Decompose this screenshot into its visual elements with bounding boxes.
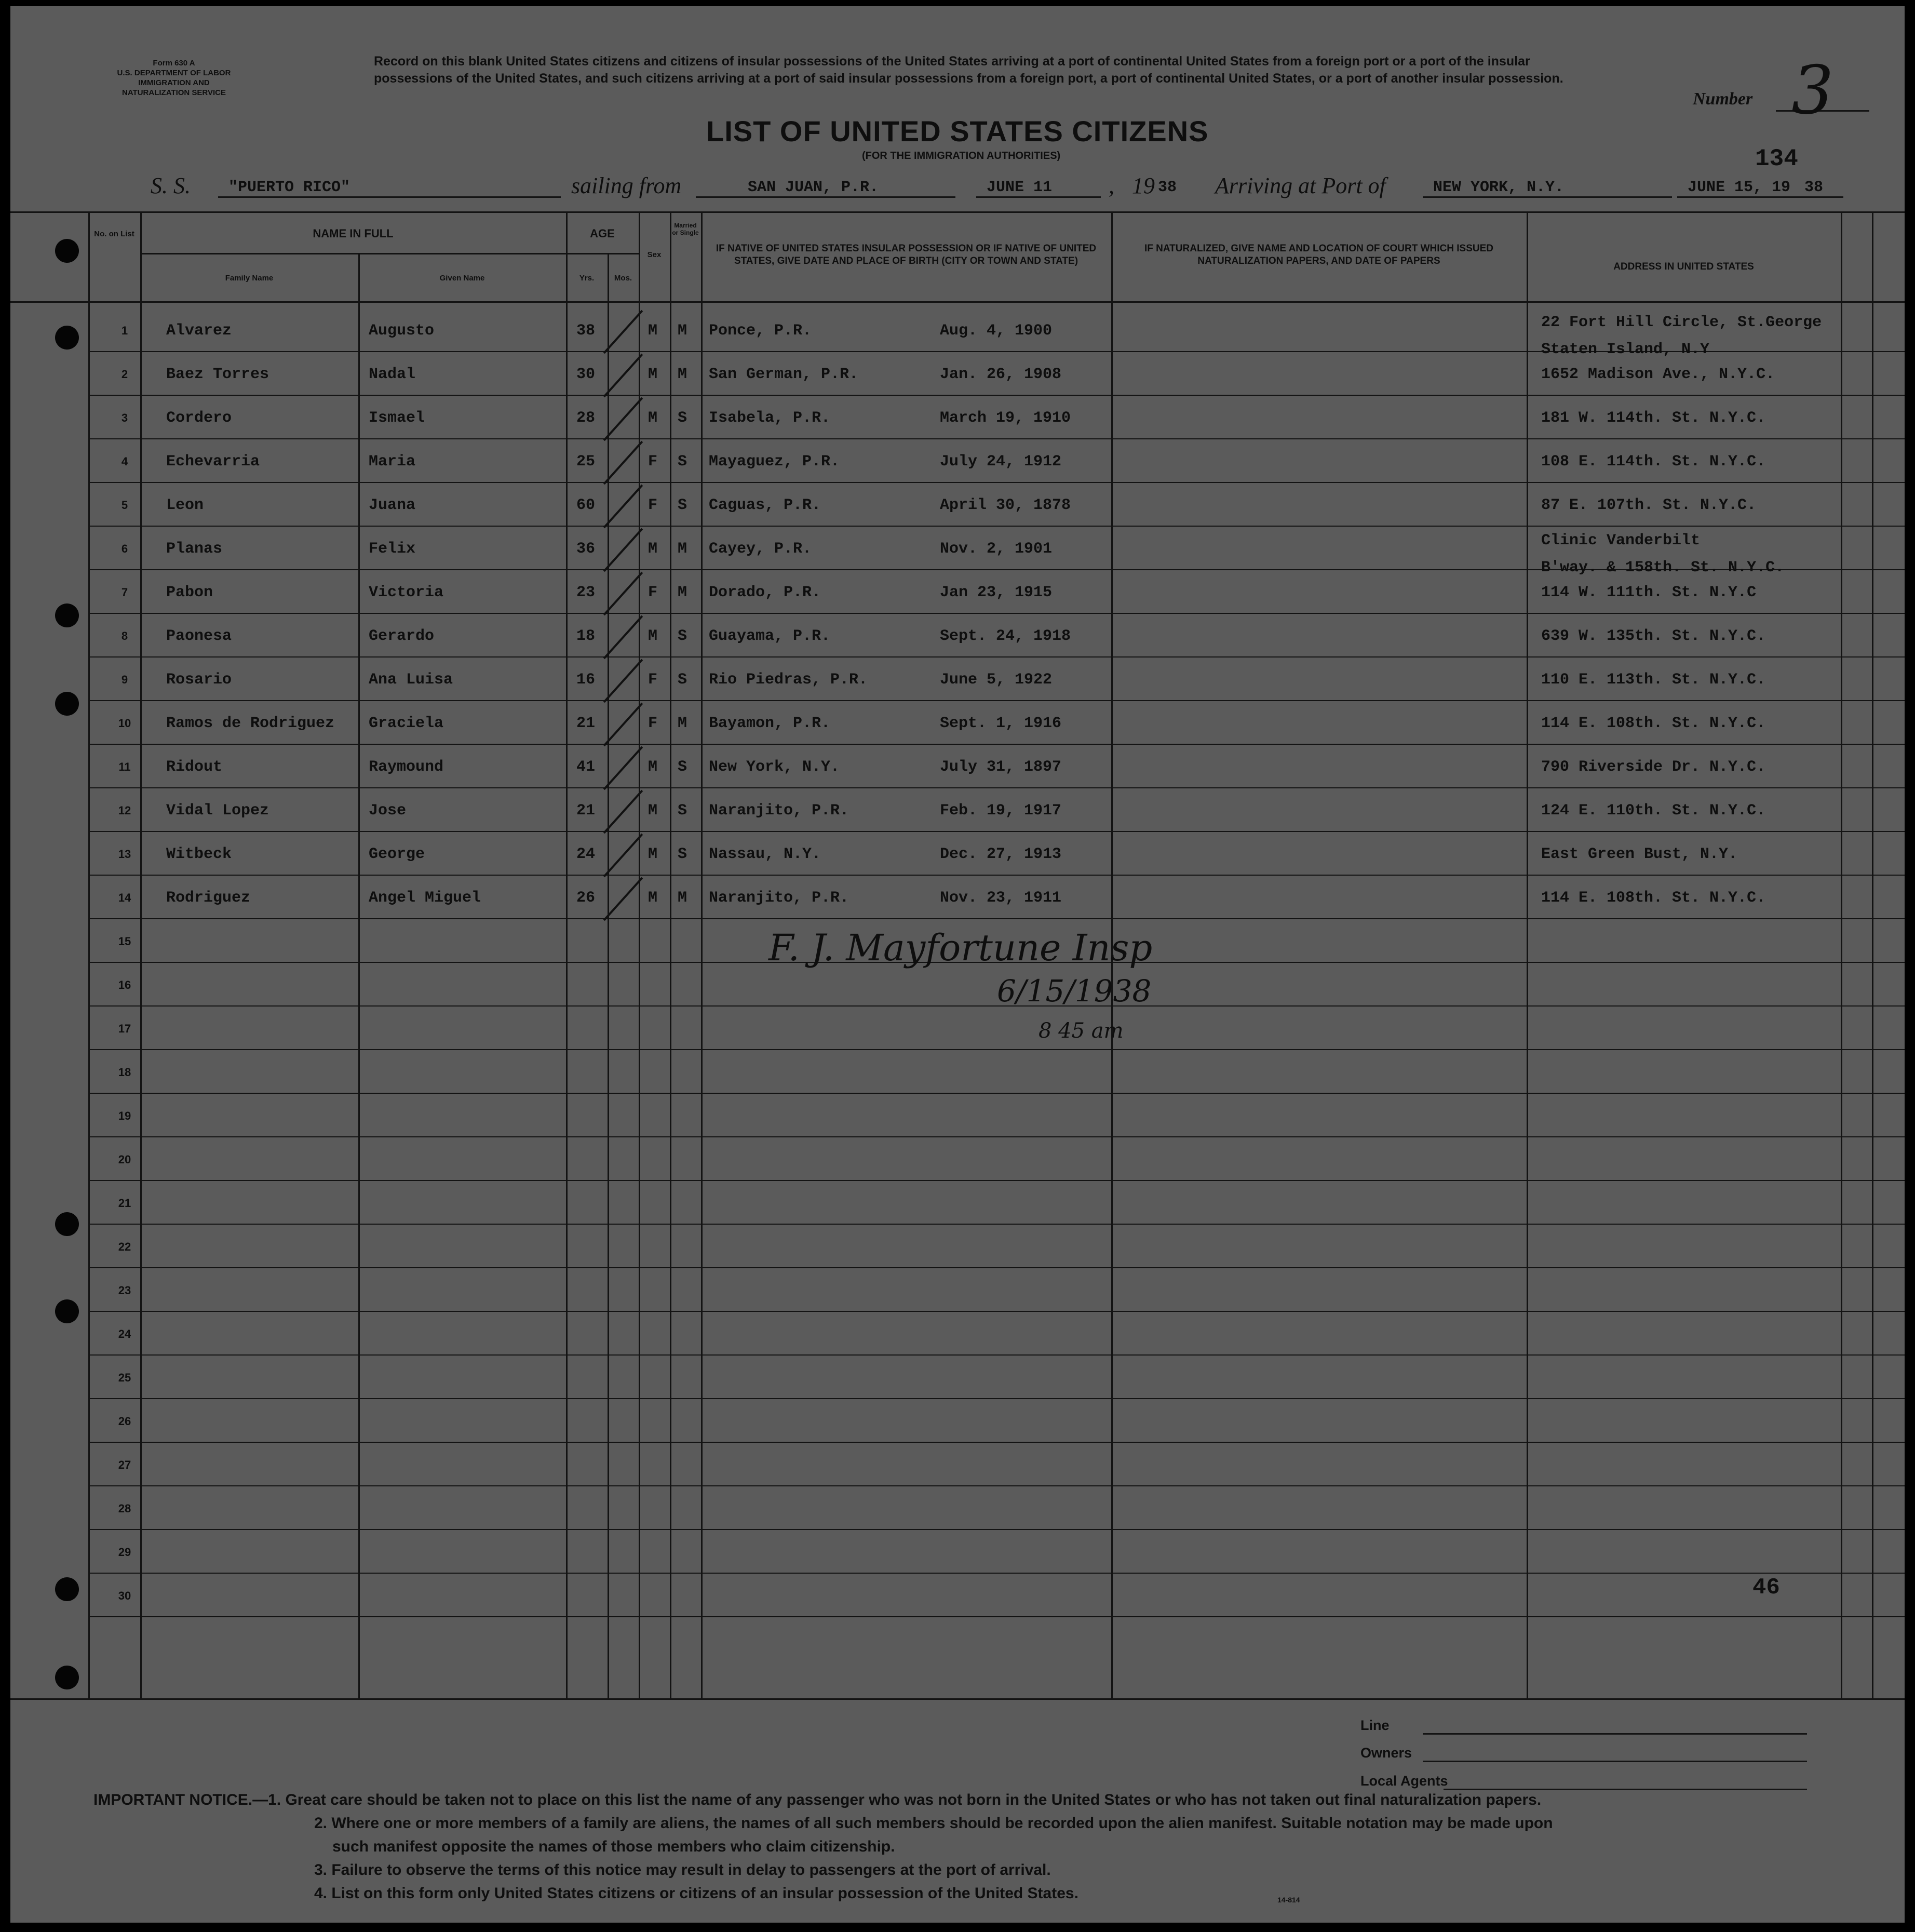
row-number: 2 — [121, 368, 128, 381]
pen-check-mark — [603, 659, 643, 703]
address-line2-cell: B'way. & 158th. St. N.Y.C. — [1541, 559, 1785, 576]
column-divider — [88, 211, 90, 1698]
arrival-port-underline — [1423, 196, 1672, 198]
row-rule — [88, 1180, 1905, 1181]
col-header-family-name: Family Name — [225, 274, 274, 283]
birth-date-cell: Dec. 27, 1913 — [940, 846, 1062, 863]
row-rule — [88, 1442, 1905, 1443]
notice-item-2b: such manifest opposite the names of those members who claim citizenship. — [332, 1838, 895, 1855]
family-name-cell: Planas — [166, 540, 223, 558]
given-name-cell: Raymound — [369, 758, 444, 776]
form-instructions: Record on this blank United States citizens and citizens of insular possessions of the United States arriving at a port of continental United States from a foreign port or a port of the insular possessions of the United States, and such citizens arriving at a port of said insular possessions from a foreign port, a port of continental United States, or a port of another insular possession. — [374, 54, 1563, 86]
address-line1-cell: 181 W. 114th. St. N.Y.C. — [1541, 409, 1766, 427]
number-value: 3 — [1791, 52, 1834, 129]
sex-cell: M — [648, 540, 658, 558]
arrival-date: JUNE 15, 19 — [1688, 179, 1791, 196]
birth-place-cell: Rio Piedras, P.R. — [709, 671, 868, 689]
punch-hole — [55, 239, 79, 263]
family-name-cell: Paonesa — [166, 627, 232, 645]
col-header-name-in-full: NAME IN FULL — [313, 227, 394, 240]
row-number: 7 — [121, 586, 128, 599]
birth-place-cell: Isabela, P.R. — [709, 409, 831, 427]
ss-label: S. S. — [151, 173, 191, 198]
page-total: 46 — [1752, 1575, 1780, 1601]
local-agents-label: Local Agents — [1360, 1773, 1448, 1789]
row-number: 15 — [118, 935, 131, 948]
address-line1-cell: 114 W. 111th. St. N.Y.C — [1541, 584, 1757, 601]
row-number: 18 — [118, 1066, 131, 1079]
sex-cell: F — [648, 497, 658, 514]
punch-hole — [55, 1577, 79, 1601]
family-name-cell: Vidal Lopez — [166, 802, 269, 820]
age-cell: 21 — [576, 715, 596, 732]
punch-hole — [55, 1299, 79, 1323]
age-cell: 16 — [576, 671, 596, 689]
sex-cell: F — [648, 671, 658, 689]
age-cell: 24 — [576, 846, 596, 863]
family-name-cell: Baez Torres — [166, 366, 269, 383]
birth-date-cell: Sept. 24, 1918 — [940, 627, 1071, 645]
age-cell: 36 — [576, 540, 596, 558]
sex-cell: F — [648, 453, 658, 471]
sailing-date-underline — [976, 196, 1101, 198]
row-rule — [88, 613, 1905, 614]
column-divider — [1527, 211, 1528, 1698]
given-name-cell: Juana — [369, 497, 416, 514]
given-name-cell: Victoria — [369, 584, 444, 601]
family-name-cell: Ramos de Rodriguez — [166, 715, 335, 732]
notice-lead: IMPORTANT NOTICE.—1. — [93, 1791, 281, 1808]
address-line2-cell: Staten Island, N.Y — [1541, 341, 1710, 358]
row-rule — [88, 1049, 1905, 1050]
col-header-address: ADDRESS IN UNITED STATES — [1613, 261, 1754, 272]
arriving-label: Arriving at Port of — [1215, 173, 1386, 198]
row-number: 21 — [118, 1197, 131, 1210]
column-divider — [701, 211, 703, 1698]
from-port: SAN JUAN, P.R. — [748, 179, 879, 196]
address-line1-cell: 639 W. 135th. St. N.Y.C. — [1541, 627, 1766, 645]
birth-date-cell: Jan. 26, 1908 — [940, 366, 1062, 383]
owners-label: Owners — [1360, 1745, 1412, 1761]
pen-check-mark — [603, 877, 643, 921]
birth-date-cell: Jan 23, 1915 — [940, 584, 1053, 601]
column-divider — [1841, 211, 1842, 1698]
row-number: 4 — [121, 455, 128, 468]
birth-place-cell: New York, N.Y. — [709, 758, 840, 776]
row-rule — [88, 1398, 1905, 1399]
birth-place-cell: Guayama, P.R. — [709, 627, 831, 645]
family-name-cell: Ridout — [166, 758, 223, 776]
row-number: 26 — [118, 1415, 131, 1428]
given-name-cell: Maria — [369, 453, 416, 471]
row-number: 25 — [118, 1371, 131, 1384]
marital-status-cell: S — [678, 409, 687, 427]
marital-status-cell: M — [678, 322, 687, 340]
row-rule — [88, 395, 1905, 396]
marital-status-cell: S — [678, 497, 687, 514]
birth-date-cell: July 31, 1897 — [940, 758, 1062, 776]
row-number: 23 — [118, 1284, 131, 1297]
form-id-line: NATURALIZATION SERVICE — [122, 88, 226, 97]
sex-cell: M — [648, 846, 658, 863]
marital-status-cell: M — [678, 584, 687, 601]
col-header-no: No. on List — [94, 230, 134, 238]
row-rule — [88, 918, 1905, 919]
age-cell: 38 — [576, 322, 596, 340]
pen-check-mark — [603, 615, 643, 659]
age-cell: 26 — [576, 889, 596, 907]
sex-cell: M — [648, 627, 658, 645]
row-number: 16 — [118, 978, 131, 991]
sex-cell: M — [648, 758, 658, 776]
age-cell: 25 — [576, 453, 596, 471]
row-rule — [88, 1136, 1905, 1137]
arrival-date-underline — [1677, 196, 1843, 198]
form-id-line: Form 630 A — [153, 59, 195, 68]
pen-check-mark — [603, 703, 643, 746]
marital-status-cell: S — [678, 627, 687, 645]
row-rule — [88, 700, 1905, 701]
table-bottom-border — [10, 1698, 1905, 1700]
family-name-cell: Rosario — [166, 671, 232, 689]
row-rule — [88, 1267, 1905, 1268]
address-line1-cell: 114 E. 108th. St. N.Y.C. — [1541, 715, 1766, 732]
form-id-line: U.S. DEPARTMENT OF LABOR — [117, 69, 231, 77]
ship-name: "PUERTO RICO" — [228, 179, 350, 196]
col-header-naturalized: IF NATURALIZED, GIVE NAME AND LOCATION OF COURT WHICH ISSUED NATURALIZATION PAPERS, AND DATE OF PAPERS — [1144, 243, 1493, 266]
notice-item-3: 3. Failure to observe the terms of this notice may result in delay to passengers at the port of arrival. — [314, 1861, 1051, 1879]
pen-check-mark — [603, 485, 643, 528]
sex-cell: F — [648, 584, 658, 601]
punch-hole — [55, 326, 79, 350]
row-number: 28 — [118, 1502, 131, 1515]
sailing-year-prefix: 19 — [1132, 173, 1155, 198]
row-rule — [88, 1485, 1905, 1486]
birth-date-cell: Aug. 4, 1900 — [940, 322, 1053, 340]
line-field — [1423, 1733, 1807, 1735]
from-port-underline — [696, 196, 955, 198]
row-rule — [88, 1573, 1905, 1574]
row-number: 22 — [118, 1240, 131, 1253]
row-rule — [88, 1311, 1905, 1312]
marital-status-cell: S — [678, 671, 687, 689]
row-number: 9 — [121, 673, 128, 686]
birth-date-cell: June 5, 1922 — [940, 671, 1053, 689]
row-rule — [88, 1616, 1905, 1617]
col-header-yrs: Yrs. — [579, 274, 595, 283]
page-subtitle: (FOR THE IMMIGRATION AUTHORITIES) — [862, 150, 1061, 162]
marital-status-cell: S — [678, 802, 687, 820]
row-number: 14 — [118, 891, 131, 904]
marital-status-cell: M — [678, 889, 687, 907]
family-name-cell: Pabon — [166, 584, 213, 601]
birth-date-cell: Nov. 23, 1911 — [940, 889, 1062, 907]
pen-check-mark — [603, 441, 643, 485]
marital-status-cell: S — [678, 453, 687, 471]
family-name-cell: Leon — [166, 497, 204, 514]
page-title: LIST OF UNITED STATES CITIZENS — [706, 115, 1209, 147]
given-name-cell: Felix — [369, 540, 416, 558]
arrival-port: NEW YORK, N.Y. — [1433, 179, 1565, 196]
page-stamp: 134 — [1755, 145, 1798, 172]
ship-name-underline — [218, 196, 561, 198]
sex-cell: M — [648, 409, 658, 427]
column-divider — [140, 211, 142, 1698]
line-label: Line — [1360, 1718, 1390, 1733]
sailing-from-label: sailing from — [571, 173, 682, 198]
row-number: 30 — [118, 1589, 131, 1602]
age-cell: 60 — [576, 497, 596, 514]
row-number: 17 — [118, 1022, 131, 1035]
row-number: 1 — [121, 324, 128, 337]
punch-hole — [55, 692, 79, 716]
birth-place-cell: Dorado, P.R. — [709, 584, 821, 601]
pen-check-mark — [603, 354, 643, 397]
birth-place-cell: Bayamon, P.R. — [709, 715, 831, 732]
address-line1-cell: 110 E. 113th. St. N.Y.C. — [1541, 671, 1766, 689]
number-label: Number — [1693, 89, 1753, 109]
address-line1-cell: 22 Fort Hill Circle, St.George — [1541, 314, 1822, 331]
birth-date-cell: Feb. 19, 1917 — [940, 802, 1062, 820]
row-rule — [88, 482, 1905, 483]
inspector-signature: F. J. Mayfortune Insp — [768, 927, 1153, 969]
given-name-cell: Gerardo — [369, 627, 435, 645]
owners-field — [1423, 1761, 1807, 1762]
birth-place-cell: Mayaguez, P.R. — [709, 453, 840, 471]
given-name-cell: Nadal — [369, 366, 416, 383]
pen-check-mark — [603, 746, 643, 790]
column-divider — [358, 253, 360, 1698]
address-line1-cell: 1652 Madison Ave., N.Y.C. — [1541, 366, 1775, 383]
age-cell: 23 — [576, 584, 596, 601]
notice-item-4: 4. List on this form only United States citizens or citizens of an insular possession of the United States. — [314, 1885, 1078, 1902]
col-header-married-single: Married or Single — [672, 222, 699, 236]
notice-item-1: Great care should be taken not to place on this list the name of any passenger who was not born in the United States or who has not taken out final naturalization papers. — [285, 1791, 1542, 1808]
arrival-year: 38 — [1804, 179, 1824, 196]
sailing-date: JUNE 11 — [987, 179, 1053, 196]
row-rule — [88, 744, 1905, 745]
column-divider — [670, 211, 671, 1698]
manifest-sheet — [10, 6, 1905, 1923]
row-number: 6 — [121, 542, 128, 555]
col-header-given-name: Given Name — [439, 274, 485, 283]
age-cell: 21 — [576, 802, 596, 820]
birth-place-cell: Naranjito, P.R. — [709, 802, 849, 820]
row-number: 12 — [118, 804, 131, 817]
sex-cell: F — [648, 715, 658, 732]
row-number: 24 — [118, 1327, 131, 1340]
given-name-cell: Graciela — [369, 715, 444, 732]
row-rule — [88, 438, 1905, 439]
sex-cell: M — [648, 802, 658, 820]
col-header-age: AGE — [590, 227, 615, 240]
row-number: 20 — [118, 1153, 131, 1166]
row-rule — [88, 656, 1905, 658]
pen-check-mark — [603, 834, 643, 877]
row-rule — [88, 787, 1905, 788]
row-number: 13 — [118, 848, 131, 861]
row-rule — [88, 1005, 1905, 1007]
age-cell: 18 — [576, 627, 596, 645]
birth-place-cell: Caguas, P.R. — [709, 497, 821, 514]
marital-status-cell: S — [678, 846, 687, 863]
signature-date: 6/15/1938 — [997, 973, 1152, 1009]
form-identifier — [114, 58, 234, 98]
birth-date-cell: July 24, 1912 — [940, 453, 1062, 471]
row-rule — [88, 1529, 1905, 1530]
row-number: 10 — [118, 717, 131, 730]
marital-status-cell: S — [678, 758, 687, 776]
pen-check-mark — [603, 790, 643, 834]
birth-place-cell: Ponce, P.R. — [709, 322, 812, 340]
sex-cell: M — [648, 889, 658, 907]
sex-cell: M — [648, 322, 658, 340]
age-cell: 28 — [576, 409, 596, 427]
row-rule — [88, 1224, 1905, 1225]
birth-date-cell: April 30, 1878 — [940, 497, 1071, 514]
row-rule — [88, 1354, 1905, 1356]
address-line1-cell: Clinic Vanderbilt — [1541, 532, 1701, 549]
row-number: 19 — [118, 1109, 131, 1122]
column-divider — [566, 211, 568, 1698]
family-name-cell: Rodriguez — [166, 889, 251, 907]
table-header-bottom-border — [10, 301, 1905, 303]
column-divider — [639, 211, 640, 1698]
row-number: 29 — [118, 1546, 131, 1559]
address-line1-cell: 108 E. 114th. St. N.Y.C. — [1541, 453, 1766, 471]
address-line1-cell: 87 E. 107th. St. N.Y.C. — [1541, 497, 1757, 514]
pen-check-mark — [603, 572, 643, 615]
marital-status-cell: M — [678, 715, 687, 732]
column-divider — [1872, 211, 1873, 1698]
birth-date-cell: March 19, 1910 — [940, 409, 1071, 427]
col-header-sex: Sex — [647, 250, 662, 259]
address-line1-cell: 124 E. 110th. St. N.Y.C. — [1541, 802, 1766, 820]
given-name-cell: George — [369, 846, 425, 863]
sailing-year: 38 — [1158, 179, 1177, 196]
col-header-native: IF NATIVE OF UNITED STATES INSULAR POSSESSION OR IF NATIVE OF UNITED STATES, GIVE DATE AND PLACE OF BIRTH (CITY OR TOWN AND STATE) — [716, 243, 1097, 266]
birth-place-cell: Cayey, P.R. — [709, 540, 812, 558]
family-name-cell: Alvarez — [166, 322, 232, 340]
birth-date-cell: Sept. 1, 1916 — [940, 715, 1062, 732]
given-name-cell: Jose — [369, 802, 407, 820]
sex-cell: M — [648, 366, 658, 383]
family-name-cell: Witbeck — [166, 846, 232, 863]
row-number: 8 — [121, 629, 128, 642]
column-divider — [608, 253, 609, 1698]
row-rule — [88, 831, 1905, 832]
marital-status-cell: M — [678, 540, 687, 558]
sailing-year-separator: , — [1109, 173, 1114, 198]
row-number: 27 — [118, 1458, 131, 1471]
row-number: 11 — [118, 760, 131, 773]
punch-hole — [55, 1212, 79, 1236]
form-code: 14-814 — [1277, 1896, 1300, 1904]
birth-place-cell: Naranjito, P.R. — [709, 889, 849, 907]
given-name-cell: Ana Luisa — [369, 671, 453, 689]
row-rule — [88, 1093, 1905, 1094]
notice-item-2a: 2. Where one or more members of a family are aliens, the names of all such members should be recorded upon the alien manifest. Suitable notation may be made upon — [314, 1815, 1553, 1832]
address-line1-cell: 114 E. 108th. St. N.Y.C. — [1541, 889, 1766, 907]
signature-time: 8 45 am — [1039, 1019, 1124, 1043]
row-number: 3 — [121, 411, 128, 424]
birth-date-cell: Nov. 2, 1901 — [940, 540, 1053, 558]
name-age-divider — [140, 253, 639, 254]
given-name-cell: Angel Miguel — [369, 889, 481, 907]
punch-hole — [55, 1666, 79, 1689]
given-name-cell: Augusto — [369, 322, 435, 340]
family-name-cell: Echevarria — [166, 453, 260, 471]
pen-check-mark — [603, 397, 643, 441]
row-rule — [88, 526, 1905, 527]
col-header-mos: Mos. — [614, 274, 632, 283]
given-name-cell: Ismael — [369, 409, 425, 427]
row-number: 5 — [121, 499, 128, 512]
marital-status-cell: M — [678, 366, 687, 383]
form-id-line: IMMIGRATION AND — [138, 78, 210, 87]
birth-place-cell: Nassau, N.Y. — [709, 846, 821, 863]
address-line1-cell: 790 Riverside Dr. N.Y.C. — [1541, 758, 1766, 776]
age-cell: 30 — [576, 366, 596, 383]
pen-check-mark — [603, 310, 643, 354]
family-name-cell: Cordero — [166, 409, 232, 427]
table-top-border — [10, 211, 1905, 213]
row-rule — [88, 875, 1905, 876]
pen-check-mark — [603, 528, 643, 572]
address-line1-cell: East Green Bust, N.Y. — [1541, 846, 1738, 863]
punch-hole — [55, 603, 79, 627]
age-cell: 41 — [576, 758, 596, 776]
birth-place-cell: San German, P.R. — [709, 366, 859, 383]
